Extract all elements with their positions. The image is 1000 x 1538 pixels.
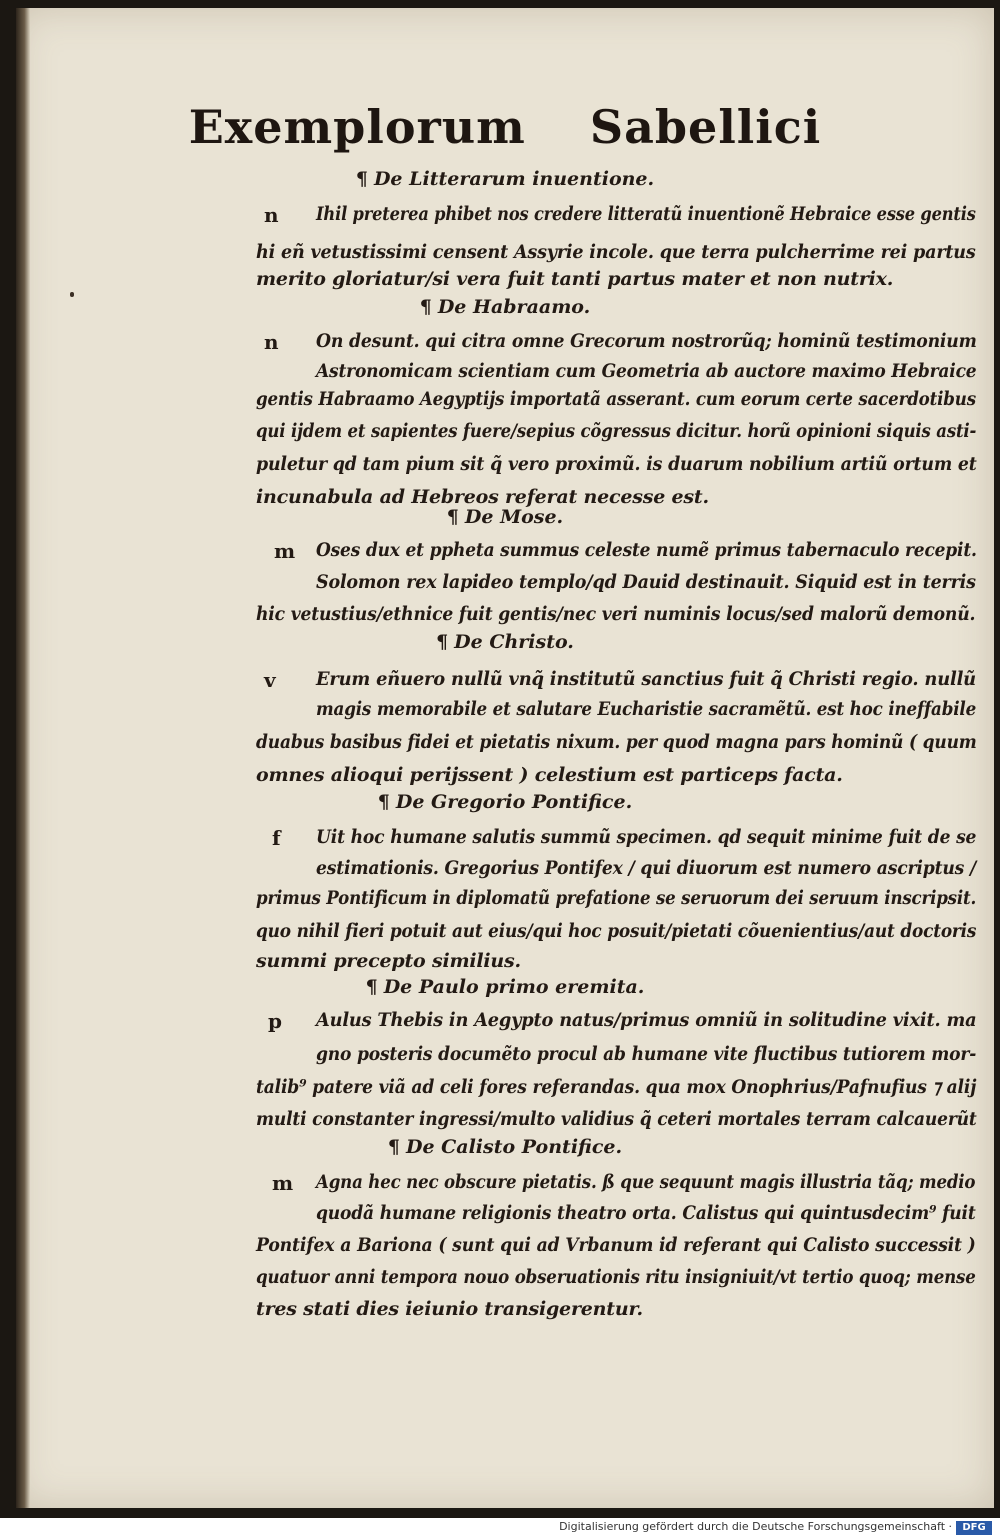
text-line: magis memorabile et salutare Eucharistie sacramẽtũ. est hoc ineffabile bbox=[316, 698, 977, 720]
section-heading bbox=[16, 168, 994, 190]
pilcrow-mark: ¶ bbox=[419, 296, 432, 318]
section-heading bbox=[16, 296, 994, 318]
text-line: hi eñ vetustissimi censent Assyrie incole. que terra pulcherrime rei partus bbox=[256, 241, 976, 263]
pilcrow-mark: ¶ bbox=[387, 1136, 400, 1158]
text-line: Astronomicam scientiam cum Geometria ab auctore maximo Hebraice bbox=[316, 360, 977, 382]
text-line: Solomon rex lapideo templo/qd Dauid destinauit. Siquid est in terris bbox=[316, 571, 976, 593]
section-heading bbox=[16, 791, 994, 813]
text-line: multi constanter ingressi/multo validius q̃ ceteri mortales terram calcauerũt bbox=[256, 1108, 977, 1130]
header-word-1: Exemplorum bbox=[188, 100, 526, 154]
section-heading-text: De Christo. bbox=[454, 631, 574, 653]
section-heading bbox=[16, 976, 994, 998]
text-line: incunabula ad Hebreos referat necesse est. bbox=[256, 486, 709, 508]
text-line: talib⁹ patere viã ad celi fores referandas. qua mox Onophrius/Pafnufius ⁊ alij bbox=[256, 1076, 977, 1098]
book-page bbox=[16, 8, 994, 1508]
text-block bbox=[16, 8, 994, 1508]
guide-letter: f bbox=[272, 826, 281, 850]
pilcrow-mark: ¶ bbox=[355, 168, 368, 190]
text-line: estimationis. Gregorius Pontifex / qui diuorum est numero ascriptus / bbox=[316, 857, 977, 879]
section-heading-text: De Mose. bbox=[464, 506, 564, 528]
text-line: hic vetustius/ethnice fuit gentis/nec veri numinis locus/sed malorũ demonũ. bbox=[256, 603, 976, 625]
guide-letter: p bbox=[268, 1009, 282, 1033]
footer-credit: Digitalisierung gefördert durch die Deutsche Forschungsgemeinschaft · bbox=[559, 1520, 952, 1533]
text-line: Aulus Thebis in Aegypto natus/primus omniũ in solitudine vixit. ma bbox=[316, 1009, 977, 1031]
text-line: On desunt. qui citra omne Grecorum nostrorũq; hominũ testimonium bbox=[316, 330, 977, 352]
section-heading-text: De Habraamo. bbox=[437, 296, 591, 318]
text-line: Ihil preterea phibet nos credere litteratũ inuentionẽ Hebraice esse gentis bbox=[316, 203, 976, 225]
guide-letter: n bbox=[264, 330, 279, 354]
section-heading-text: De Paulo primo eremita. bbox=[383, 976, 645, 998]
text-line: quo nihil fieri potuit aut eius/qui hoc posuit/pietati cõuenientius/aut doctoris bbox=[256, 920, 977, 942]
pilcrow-mark: ¶ bbox=[365, 976, 378, 998]
text-line: omnes alioqui perijssent ) celestium est particeps facta. bbox=[256, 764, 843, 786]
text-line: primus Pontificum in diplomatũ prefatione se seruorum dei seruum inscripsit. bbox=[256, 887, 977, 909]
text-line: quatuor anni tempora nouo obseruationis ritu insigniuit/vt tertio quoq; mense bbox=[256, 1266, 976, 1288]
text-line: duabus basibus fidei et pietatis nixum. per quod magna pars hominũ ( quum bbox=[256, 731, 977, 753]
guide-letter: v bbox=[264, 668, 276, 692]
guide-letter: m bbox=[274, 539, 296, 563]
text-line: Erum eñuero nullũ vnq̃ institutũ sanctius fuit q̃ Christi regio. nullũ bbox=[316, 668, 976, 690]
header-word-2: Sabellici bbox=[589, 100, 822, 154]
section-heading-text: De Litterarum inuentione. bbox=[373, 168, 655, 190]
text-line: merito gloriatur/si vera fuit tanti partus mater et non nutrix. bbox=[256, 268, 894, 290]
text-line: qui ijdem et sapientes fuere/sepius cõgressus dicitur. horũ opinioni siquis asti- bbox=[256, 420, 977, 442]
text-line: quodã humane religionis theatro orta. Calistus qui quintusdecim⁹ fuit bbox=[316, 1202, 976, 1224]
text-line: Uit hoc humane salutis summũ specimen. qd sequit minime fuit de se bbox=[316, 826, 977, 848]
text-line: Oses dux et ppheta summus celeste numẽ primus tabernaculo recepit. bbox=[316, 539, 977, 561]
text-line: Agna hec nec obscure pietatis. ß que sequunt magis illustria tãq; medio bbox=[316, 1171, 976, 1193]
section-heading bbox=[16, 506, 994, 528]
section-heading-text: De Gregorio Pontifice. bbox=[395, 791, 633, 813]
text-line: gno posteris documẽto procul ab humane vite fluctibus tutiorem mor- bbox=[316, 1043, 977, 1065]
guide-letter: m bbox=[272, 1171, 294, 1195]
text-line: Pontifex a Bariona ( sunt qui ad Vrbanum id referant qui Calisto successit ) bbox=[256, 1234, 976, 1256]
pilcrow-mark: ¶ bbox=[436, 631, 449, 653]
text-line: gentis Habraamo Aegyptijs importatã asserant. cum eorum certe sacerdotibus bbox=[256, 388, 976, 410]
text-line: summi precepto similius. bbox=[256, 950, 521, 972]
text-line: tres stati dies ieiunio transigerentur. bbox=[256, 1298, 643, 1320]
pilcrow-mark: ¶ bbox=[446, 506, 459, 528]
pilcrow-mark: ¶ bbox=[377, 791, 390, 813]
text-line: puletur qd tam pium sit q̃ vero proximũ. is duarum nobilium artiũ ortum et bbox=[256, 453, 977, 475]
section-heading bbox=[16, 1136, 994, 1158]
guide-letter: n bbox=[264, 203, 279, 227]
dfg-logo: DFG bbox=[956, 1521, 992, 1535]
section-heading-text: De Calisto Pontifice. bbox=[405, 1136, 623, 1158]
footer-bar bbox=[0, 1518, 1000, 1538]
section-heading bbox=[16, 631, 994, 653]
